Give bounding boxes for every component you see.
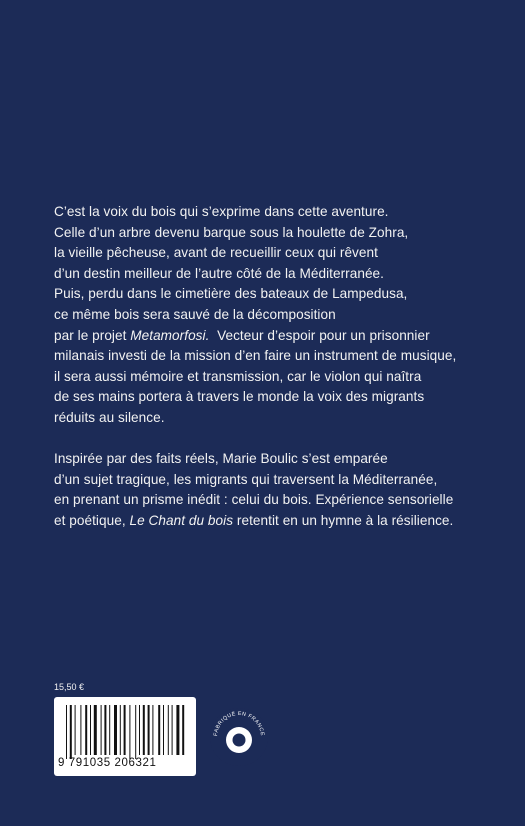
blurb-line: Inspirée par des faits réels, Marie Boulic s’est emparée bbox=[54, 451, 388, 467]
back-cover-blurb bbox=[54, 202, 494, 532]
barcode bbox=[54, 697, 196, 776]
project-title: Metamorfosi. bbox=[130, 327, 210, 343]
blurb-line: milanais investi de la mission d’en faire un instrument de musique, bbox=[54, 348, 457, 364]
blurb-text: Vecteur d’espoir pour un prisonnier bbox=[209, 327, 430, 343]
blurb-line bbox=[54, 326, 494, 347]
blurb-line: Celle d’un arbre devenu barque sous la houlette de Zohra, bbox=[54, 224, 409, 240]
badge-text: FABRIQUÉ EN FRANCE bbox=[212, 710, 266, 737]
made-in-france-badge-icon bbox=[209, 707, 269, 767]
blurb-line: la vieille pêcheuse, avant de recueillir ceux qui rêvent bbox=[54, 245, 378, 261]
blurb-line bbox=[54, 511, 494, 532]
blurb-line: il sera aussi mémoire et transmission, car le violon qui naîtra bbox=[54, 368, 422, 384]
barcode-digits: 9 791035 206321 bbox=[58, 757, 157, 769]
blurb-text: et poétique, bbox=[54, 512, 130, 528]
blurb-line: C’est la voix du bois qui s’exprime dans cette aventure. bbox=[54, 204, 389, 219]
price-label: 15,50 € bbox=[54, 682, 85, 692]
book-title: Le Chant du bois bbox=[129, 512, 234, 528]
blurb-line: réduits au silence. bbox=[54, 409, 165, 425]
blurb-line: Puis, perdu dans le cimetière des bateaux de Lampedusa, bbox=[54, 286, 408, 302]
blurb-line: d’un sujet tragique, les migrants qui traversent la Méditerranée, bbox=[54, 471, 438, 487]
blurb-text: retentit en un hymne à la résilience. bbox=[233, 512, 454, 528]
paragraph-gap bbox=[54, 429, 494, 450]
blurb-line: de ses mains portera à travers le monde la voix des migrants bbox=[54, 389, 425, 405]
blurb-line: d’un destin meilleur de l’autre côté de la Méditerranée. bbox=[54, 265, 384, 281]
blurb-line: en prenant un prisme inédit : celui du bois. Expérience sensorielle bbox=[54, 492, 454, 508]
blurb-line: ce même bois sera sauvé de la décomposition bbox=[54, 306, 336, 322]
blurb-text: par le projet bbox=[54, 327, 131, 343]
